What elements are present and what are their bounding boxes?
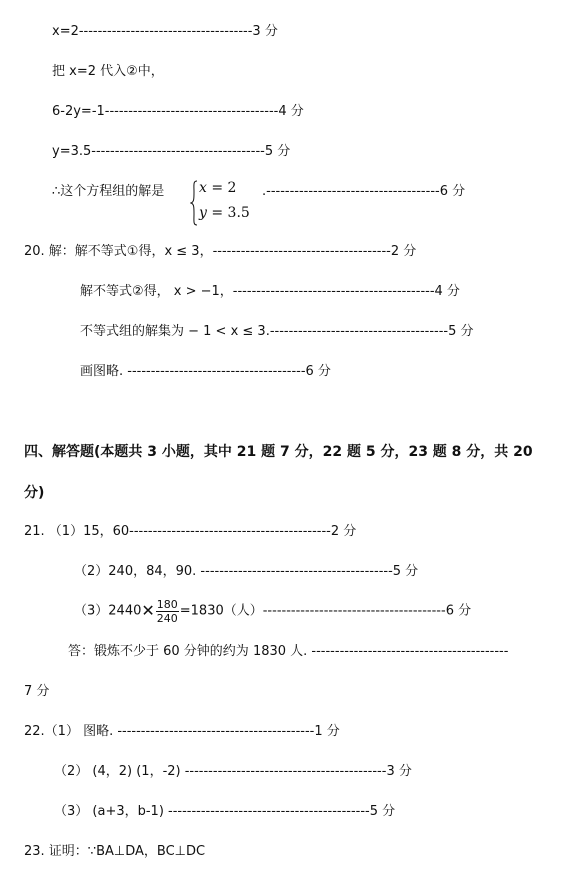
line-y-equals-3-5: y=3.5-------------------------------------5 分 <box>52 144 291 159</box>
section-4-heading: 四、解答题(本题共 3 小题，其中 21 题 7 分，22 题 5 分，23 题 8 分，共 20 <box>24 444 533 460</box>
left-brace-icon <box>190 180 198 226</box>
system-equation-1: x = 2 <box>199 180 237 196</box>
solution-prefix: ∴这个方程组的解是 <box>52 184 165 199</box>
q21-line-3 <box>74 596 471 627</box>
line-6-minus-2y: 6-2y=-1-------------------------------------4 分 <box>52 104 304 119</box>
q20-line-3: 不等式组的解集为 − 1 < x ≤ 3.--------------------------------------5 分 <box>80 324 474 339</box>
q21-answer-cont: 7 分 <box>24 684 50 699</box>
fraction-denominator: 240 <box>156 611 178 625</box>
q20-line-4: 画图略. --------------------------------------6 分 <box>80 364 331 379</box>
line-substitute: 把 x=2 代入②中， <box>52 64 164 79</box>
q20-line-1: 20. 解：解不等式①得，x ≤ 3，--------------------------------------2 分 <box>24 244 417 259</box>
solution-suffix: .-------------------------------------6 分 <box>262 184 466 199</box>
q22-line-1: 22.（1） 图略. ------------------------------------------1 分 <box>24 724 340 739</box>
q21-answer: 答：锻炼不少于 60 分钟的约为 1830 人. ------------------------------------------ <box>68 644 509 659</box>
q20-line-2: 解不等式②得， x > −1，-------------------------------------------4 分 <box>80 284 460 299</box>
q22-line-2: （2） (4，2) (1，-2) -------------------------------------------3 分 <box>54 764 412 779</box>
q21-line-1: 21. （1）15，60-------------------------------------------2 分 <box>24 524 357 539</box>
equation-system <box>190 180 260 226</box>
q21-line-3-prefix: （3）2440 <box>74 603 142 619</box>
fraction <box>156 598 179 625</box>
q23-line-1: 23. 证明：∵BA⊥DA，BC⊥DC <box>24 844 206 859</box>
fraction-numerator: 180 <box>156 597 178 611</box>
q22-line-3: （3） (a+3，b-1) -------------------------------------------5 分 <box>54 804 396 819</box>
line-x-equals-2: x=2-------------------------------------3 分 <box>52 24 278 39</box>
times-sign: ✕ <box>141 601 155 620</box>
q21-line-2: （2）240，84，90. -----------------------------------------5 分 <box>74 564 419 579</box>
section-4-heading-cont: 分) <box>24 485 45 501</box>
q21-line-3-suffix: =1830（人）---------------------------------------6 分 <box>179 603 472 619</box>
system-equation-2: y = 3.5 <box>199 205 250 221</box>
